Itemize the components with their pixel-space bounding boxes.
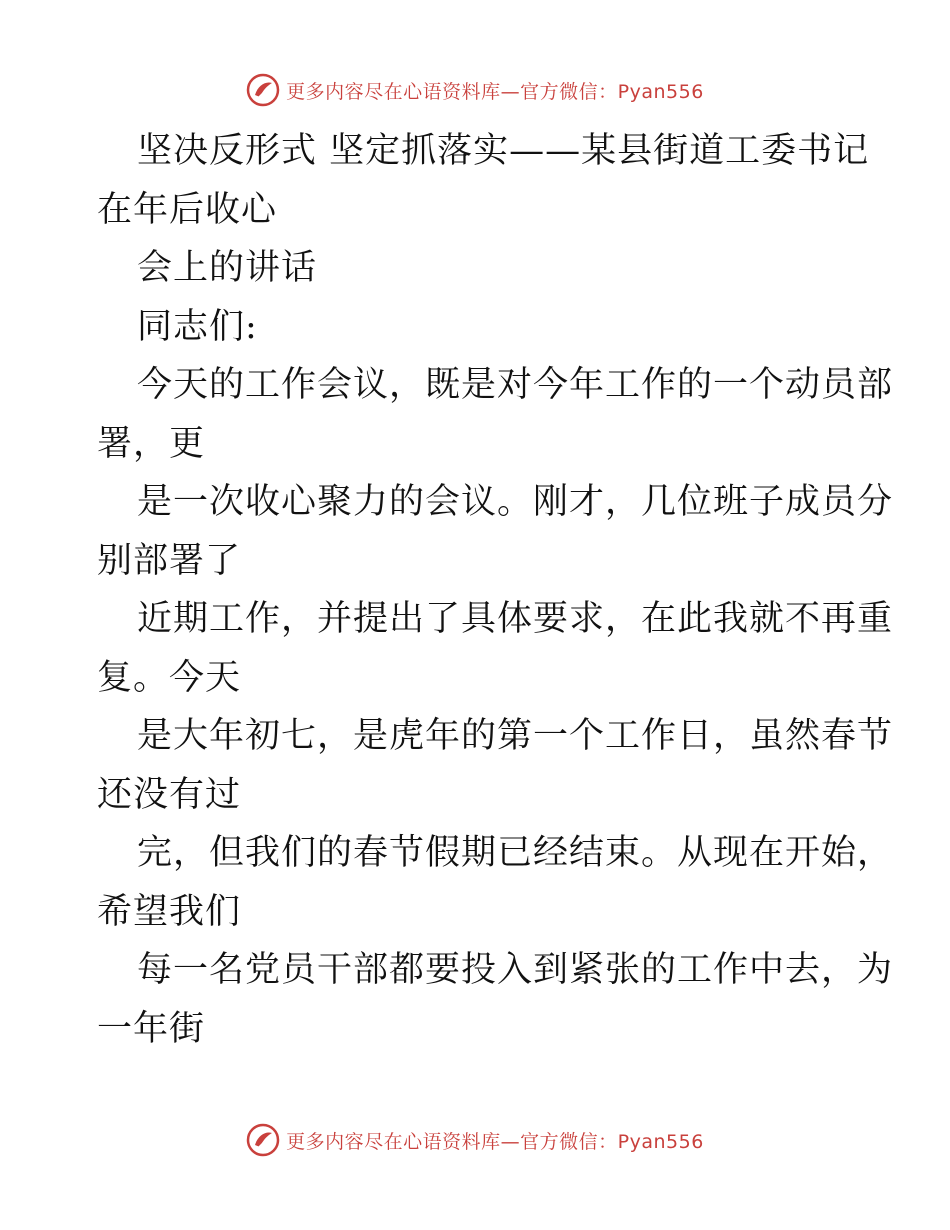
text-line: 希望我们 [97, 891, 242, 932]
header-banner-text: 更多内容尽在心语资料库—官方微信：Pyan556 [286, 80, 704, 103]
text-line: 是一次收心聚力的会议。刚才，几位班子成员分 [137, 482, 894, 522]
text-line: 会上的讲话 [137, 248, 318, 288]
text-line: 一年街 [97, 1008, 206, 1049]
text-line: 完，但我们的春节假期已经结束。从现在开始， [137, 833, 894, 873]
header-banner [0, 70, 950, 110]
text-line: 复。今天 [97, 657, 242, 698]
text-line: 是大年初七，是虎年的第一个工作日，虽然春节 [137, 716, 894, 756]
seal-logo-icon [246, 1123, 280, 1157]
text-line: 还没有过 [97, 774, 242, 815]
document-body [97, 122, 894, 1058]
text-line: 署，更 [97, 423, 206, 464]
text-line: 近期工作，并提出了具体要求，在此我就不再重 [137, 599, 894, 639]
seal-logo-icon [246, 73, 280, 107]
header-banner-inner [246, 73, 704, 107]
footer-banner [0, 1120, 950, 1160]
text-line: 每一名党员干部都要投入到紧张的工作中去，为 [137, 950, 894, 990]
text-line: 坚决反形式 坚定抓落实——某县街道工委书记 [137, 131, 870, 171]
text-line: 别部署了 [97, 540, 242, 581]
text-line: 在年后收心 [97, 189, 278, 230]
text-line: 同志们: [137, 306, 258, 347]
footer-banner-inner [246, 1123, 704, 1157]
text-line: 今天的工作会议，既是对今年工作的一个动员部 [137, 365, 894, 405]
footer-banner-text: 更多内容尽在心语资料库—官方微信：Pyan556 [286, 1130, 704, 1153]
